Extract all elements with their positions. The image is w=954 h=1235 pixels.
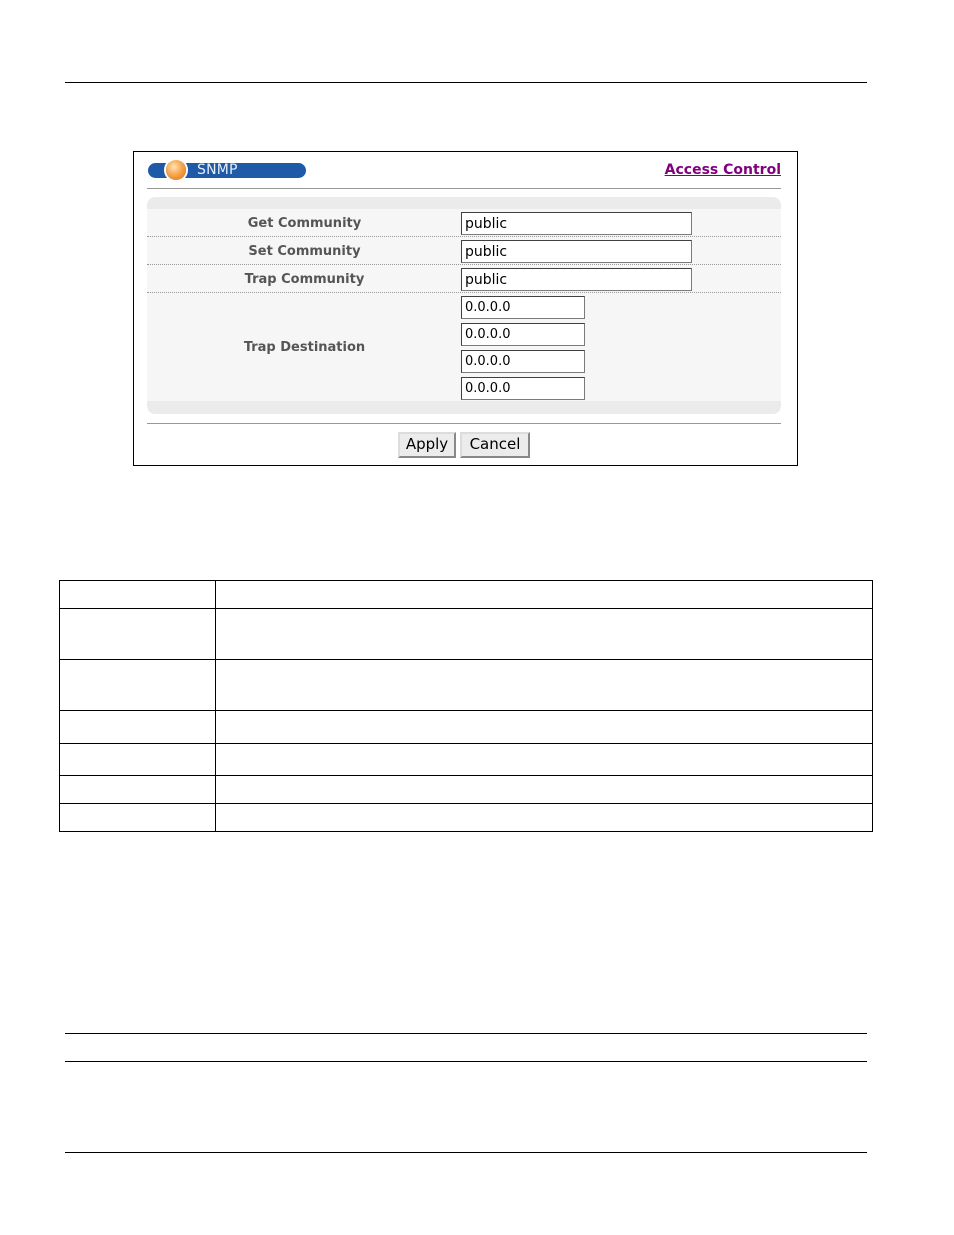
table-row (60, 776, 873, 804)
table-cell (216, 744, 873, 776)
header-rule (65, 82, 867, 83)
apply-button[interactable]: Apply (398, 432, 456, 458)
snmp-screen (133, 151, 798, 466)
field-description-table (59, 580, 873, 832)
table-row (60, 581, 873, 609)
table-cell (60, 744, 216, 776)
table-cell (60, 581, 216, 609)
table-row (60, 660, 873, 711)
set-community-label: Set Community (248, 244, 361, 259)
snmp-form-panel (147, 197, 781, 414)
get-community-row (147, 209, 781, 237)
orb-icon (166, 160, 186, 180)
top-divider (147, 188, 781, 189)
table-cell (216, 609, 873, 660)
cancel-button[interactable]: Cancel (460, 432, 530, 458)
access-control-link[interactable]: Access Control (664, 162, 781, 178)
table-cell (60, 660, 216, 711)
table-row (60, 804, 873, 832)
set-community-row (147, 237, 781, 265)
table-cell (216, 660, 873, 711)
trap-destination-label: Trap Destination (243, 340, 366, 355)
table-row (60, 744, 873, 776)
trap-community-label: Trap Community (244, 272, 365, 287)
table-cell (60, 776, 216, 804)
table-cell (216, 776, 873, 804)
trap-community-input[interactable] (461, 268, 692, 291)
set-community-input[interactable] (461, 240, 692, 263)
get-community-input[interactable] (461, 212, 692, 235)
table-row (60, 711, 873, 744)
trap-destination-row (147, 293, 781, 401)
trap-destination-input-2[interactable] (461, 323, 585, 346)
table-cell (216, 804, 873, 832)
screen-title: SNMP (197, 162, 238, 178)
trap-community-row (147, 265, 781, 293)
trap-destination-input-3[interactable] (461, 350, 585, 373)
table-cell (216, 711, 873, 744)
form-body (147, 209, 781, 401)
trap-destination-input-1[interactable] (461, 296, 585, 319)
footer-rule (65, 1152, 867, 1153)
title-bar (148, 163, 306, 178)
table-cell (60, 609, 216, 660)
bottom-divider (147, 423, 781, 424)
table-cell (60, 804, 216, 832)
section-rule-bottom (65, 1061, 867, 1062)
table-cell (216, 581, 873, 609)
trap-destination-input-4[interactable] (461, 377, 585, 400)
section-rule-top (65, 1033, 867, 1034)
table-row (60, 609, 873, 660)
table-cell (60, 711, 216, 744)
get-community-label: Get Community (247, 216, 362, 231)
